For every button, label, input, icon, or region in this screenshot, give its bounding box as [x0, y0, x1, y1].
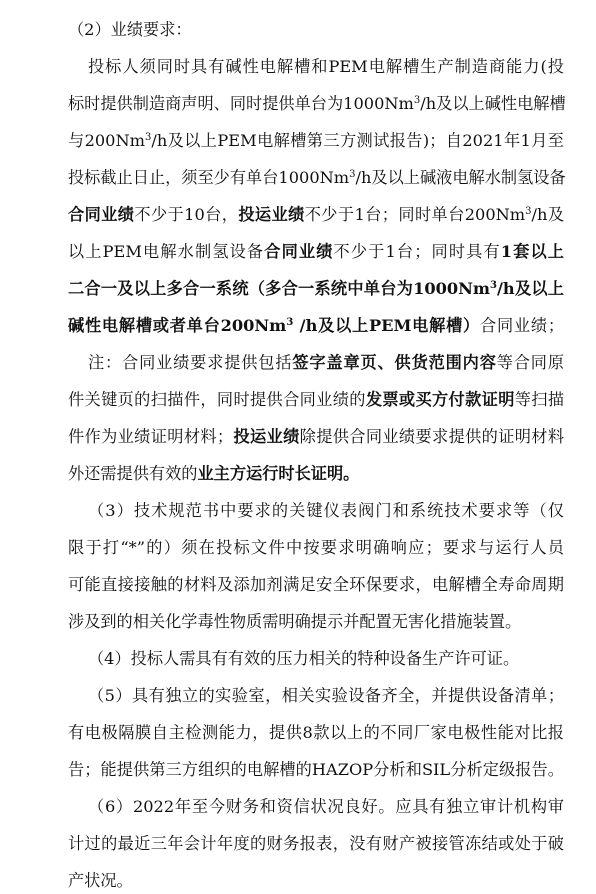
text-run: 除提供合同业绩要求提供的证明材料 — [299, 427, 565, 446]
text-run: 以上PEM电解水制氢设备 — [68, 242, 265, 261]
bold-text: 业主方运行时长证明。 — [197, 464, 360, 483]
bold-text: 二合一及以上多合一系统（多合一系统中单台为1000Nm — [68, 279, 491, 298]
text-run: /h及以上碱性电解槽 — [420, 94, 566, 113]
text-run: /h及 — [531, 205, 565, 224]
text-run: （4）投标人需具有有效的压力相关的特种设备生产许可证。 — [88, 649, 520, 668]
paragraph-line — [68, 723, 564, 743]
superscript-text: 3 — [145, 132, 152, 143]
bold-text: /h及以上PEM电解槽） — [293, 316, 481, 335]
bold-text: 合同业绩 — [264, 242, 334, 261]
text-run: /h及以上PEM电解槽第三方测试报告)；自2021年1月至 — [151, 131, 564, 150]
bold-text: 投运业绩 — [238, 205, 305, 224]
paragraph-line — [68, 612, 521, 632]
bold-text: 1套以上 — [500, 242, 564, 261]
text-run: 件关键页的扫描件，同时提供合同业绩的 — [68, 390, 366, 409]
note-line — [88, 353, 564, 373]
paragraph-line — [88, 686, 564, 706]
bold-text: 碱性电解槽或者单台200Nm — [68, 316, 287, 335]
paragraph-line — [88, 501, 564, 521]
text-run: 投标人须同时具有碱性电解槽和PEM电解槽生产制造商能力(投 — [88, 57, 564, 76]
text-run: 涉及到的相关化学毒性物质需明确提示并配置无害化措施装置。 — [68, 612, 522, 631]
text-run: 投标截止日止，须至少有单台1000Nm — [68, 168, 350, 187]
text-run: 有电极隔膜自主检测能力，提供8款以上的不同厂家电极性能对比报 — [68, 723, 564, 742]
paragraph-line — [68, 279, 564, 299]
note-line — [68, 427, 564, 447]
paragraph-line — [68, 760, 564, 780]
text-run: 告；能提供第三方组织的电解槽的HAZOP分析和SIL分析定级报告。 — [68, 760, 564, 779]
paragraph-line — [68, 834, 564, 854]
superscript-text: 3 — [349, 169, 356, 180]
text-run: 不少于1台；同时单台200Nm — [304, 205, 526, 224]
paragraph-line — [68, 205, 564, 225]
text-run: （5）具有独立的实验室，相关实验设备齐全，并提供设备清单； — [88, 686, 564, 705]
heading-performance-requirements: （2）业绩要求： — [68, 20, 192, 39]
paragraph-line — [68, 871, 133, 891]
text-run: 可能直接接触的材料及添加剂满足安全环保要求，电解槽全寿命周期 — [68, 575, 564, 594]
text-run: 等扫描 — [514, 390, 565, 409]
text-run: 合同业绩； — [480, 316, 565, 335]
text-run: 件作为业绩证明材料； — [68, 427, 234, 446]
note-line — [68, 464, 359, 484]
paragraph-line — [68, 575, 564, 595]
bold-text: /h及以上 — [497, 279, 564, 298]
bold-text: 合同业绩 — [68, 205, 135, 224]
text-run: 限于打“*”的）须在投标文件中按要求明确响应；要求与运行人员 — [68, 538, 564, 557]
superscript-text: 3 — [490, 280, 498, 291]
bold-text: 签字盖章页、供货范围内容 — [292, 353, 497, 372]
note-line — [68, 390, 564, 410]
paragraph-line — [88, 57, 564, 77]
text-run: 计过的最近三年会计年度的财务报表，没有财产被接管冻结或处于破 — [68, 834, 564, 853]
text-run: 注：合同业绩要求提供包括 — [88, 353, 293, 372]
text-run: 不少于10台， — [134, 205, 239, 224]
superscript-text: 3 — [286, 317, 294, 328]
superscript-text: 3 — [413, 95, 421, 106]
paragraph-line — [68, 242, 564, 262]
bold-text: 投运业绩 — [233, 427, 300, 446]
paragraph-line — [68, 94, 564, 114]
text-run: 等合同原 — [496, 353, 565, 372]
paragraph-line — [88, 797, 564, 817]
text-run: 与200Nm — [68, 131, 145, 150]
paragraph-line — [68, 538, 564, 558]
superscript-text: 3 — [525, 206, 532, 217]
text-run: （3）技术规范书中要求的关键仪表阀门和系统技术要求等（仅 — [88, 501, 564, 520]
paragraph-line — [88, 649, 519, 669]
text-run: 外还需提供有效的 — [68, 464, 198, 483]
text-run: （6）2022年至今财务和资信状况良好。应具有独立审计机构审 — [88, 797, 564, 816]
text-run: /h及以上碱液电解水制氢设备 — [355, 168, 566, 187]
paragraph-line — [68, 131, 564, 151]
text-run: 不少于1台；同时具有 — [333, 242, 501, 261]
text-run: 标时提供制造商声明、同时提供单台为1000Nm — [68, 94, 414, 113]
bold-text: 发票或买方付款证明 — [365, 390, 515, 409]
paragraph-line — [68, 168, 564, 188]
text-run: 产状况。 — [68, 871, 133, 890]
paragraph-line — [68, 316, 564, 336]
